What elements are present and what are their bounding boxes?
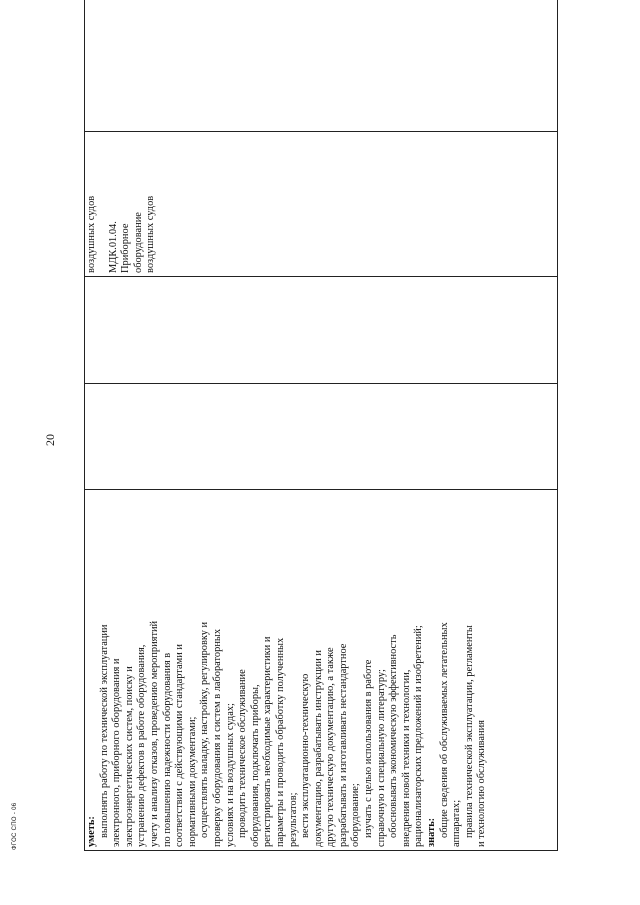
skill-text-line: нормативными документами; <box>186 716 198 847</box>
module-title-line: оборудование <box>132 212 144 273</box>
skill-text-line: внедрения новой техники и технологии, <box>400 669 412 847</box>
skill-text-line: выполнять работу по технической эксплуатации <box>98 624 110 838</box>
section-heading: знать: <box>426 817 438 847</box>
skill-text-line: справочную и специальную литературу; <box>375 669 387 847</box>
skill-text-line: электронного, приборного оборудования и <box>111 658 123 847</box>
skill-text-line: электроэнергетических систем, поиску и <box>123 666 135 847</box>
footer-code: ФГОС СПО - 06 <box>12 802 18 850</box>
skill-text-line: регистрировать необходимые характеристики и <box>262 636 274 847</box>
skill-text-line: обосновывать экономическую эффективность <box>388 634 400 838</box>
skill-text-line: результатов; <box>287 792 299 847</box>
module-code: МДК.01.04. <box>107 221 119 273</box>
module-title-line: Приборное <box>120 223 132 273</box>
skill-text-line: оборудования, подключать приборы, <box>249 684 261 847</box>
skill-text-line: проверку оборудования и систем в лабораторных <box>211 628 223 847</box>
hours-cell-2 <box>85 277 558 384</box>
skill-text-line: оборудование; <box>350 783 362 847</box>
skill-text-line: изучать с целью использования в работе <box>363 659 375 838</box>
section-heading: уметь: <box>86 816 97 847</box>
skill-text-line: правила технической эксплуатации, регламенты <box>463 625 475 838</box>
skill-text-line: учету и анализу отказов, проведению мероприятий <box>148 620 160 847</box>
skill-text-line: осуществлять наладку, настройку, регулировку и <box>199 621 211 838</box>
page-number: 20 <box>43 434 57 446</box>
skills-knowledge-cell <box>85 490 558 851</box>
module-text-line: воздушных судов <box>86 195 97 273</box>
competency-table <box>84 0 558 851</box>
skill-text-line: другую техническую документацию, а также <box>325 647 337 847</box>
competencies-cell <box>85 0 558 132</box>
skill-text-line: проводить техническое обслуживание <box>237 669 249 838</box>
skill-text-line: аппаратах; <box>451 799 463 847</box>
skill-text-line: общие сведения об обслуживаемых летательных <box>438 622 450 838</box>
skill-text-line: вести эксплуатационно-техническую <box>300 673 312 838</box>
module-title-line: воздушных судов <box>145 195 157 273</box>
standards-table <box>84 25 558 851</box>
skill-text-line: разрабатывать и изготавливать нестандартное <box>337 643 349 847</box>
skill-text-line: рационализаторских предложений и изобретений; <box>413 625 425 847</box>
skill-text-line: параметры и проводить обработку полученных <box>274 637 286 847</box>
module-cell <box>85 132 558 277</box>
hours-cell <box>85 384 558 490</box>
skill-text-line: по повышению надежности оборудования в <box>161 652 173 847</box>
table-row <box>85 0 558 851</box>
skills-knowledge-text <box>86 493 489 847</box>
skill-text-line: условиях и на воздушных судах; <box>224 703 236 847</box>
skill-text-line: и технологию обслуживания <box>476 720 488 847</box>
skill-text-line: соответствии с действующими стандартами и <box>174 644 186 847</box>
skill-text-line: устранению дефектов в работе оборудования, <box>136 644 148 847</box>
skill-text-line: документацию, разрабатывать инструкции и <box>312 650 324 847</box>
